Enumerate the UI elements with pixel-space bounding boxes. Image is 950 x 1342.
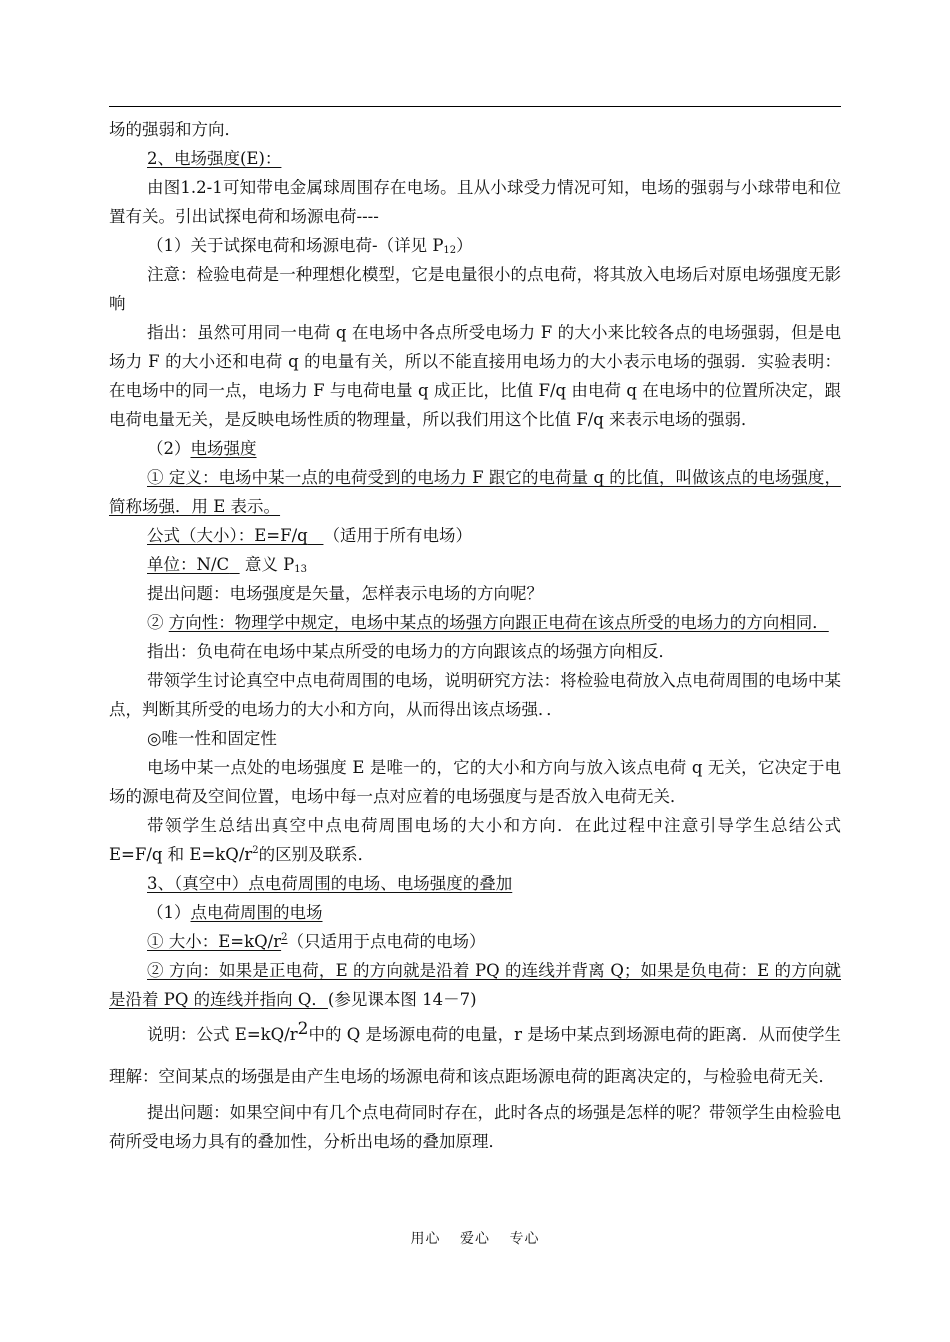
direction-definition: ② 方向性：物理学中规定，电场中某点的场强方向跟正电荷在该点所受的电场力的方向相同． [147, 613, 829, 632]
page-footer [0, 1228, 950, 1248]
paragraph: 由图1.2-1可知带电金属球周围存在电场。且从小球受力情况可知，电场的强弱与小球带电和位置有关。引出试探电荷和场源电荷---- [109, 178, 841, 226]
paragraph-question: 提出问题：电场强度是矢量，怎样表示电场的方向呢？ [147, 584, 543, 603]
subheading-field-strength: （2）电场强度 [147, 439, 257, 458]
paragraph-point-out: 指出：负电荷在电场中某点所受的电场力的方向跟该点的场强方向相反． [147, 642, 675, 661]
section-heading-2: 2、电场强度(E)： [147, 149, 282, 168]
paragraph-question: 提出问题：如果空间中有几个点电荷同时存在，此时各点的场强是怎样的呢？带领学生由检验电荷所受电场力具有的叠加性，分析出电场的叠加原理． [109, 1103, 841, 1151]
section-heading-3: 3、（真空中）点电荷周围的电场、电场强度的叠加 [147, 874, 513, 893]
subheading-uniqueness: ◎唯一性和固定性 [147, 729, 277, 748]
formula-line: 公式（大小）：E=F/q （适用于所有电场） [147, 526, 472, 545]
document-body [109, 115, 841, 1156]
paragraph: 带领学生讨论真空中点电荷周围的电场，说明研究方法：将检验电荷放入点电荷周围的电场中某点，判断其所受的电场力的大小和方向，从而得出该点场强．． [109, 671, 841, 719]
footer-word: 爱心 [460, 1231, 490, 1247]
paragraph-explanation: 说明：公式 $E=kQ/r^2$中的 Q 是场源电荷的电量，r 是场中某点到场源电荷的距离．从而使学生理解：空间某点的场强是由产生电场的场源电荷和该点距场源电荷的距离决定的，与检验电荷无关． [109, 1019, 841, 1086]
footer-word: 用心 [410, 1231, 441, 1247]
paragraph: 带领学生总结出真空中点电荷周围电场的大小和方向．在此过程中注意引导学生总结公式 E=F/q 和 $E=kQ/r^2$的区别及联系． [109, 816, 841, 864]
unit-line: 单位：N/C 意义 $P_{13}$ [147, 555, 307, 575]
subheading-test-charge: （1）关于试探电荷和场源电荷-（详见 $P_{12}$） [147, 236, 473, 256]
header-rule [109, 106, 841, 107]
paragraph: 电场中某一点处的电场强度 E 是唯一的，它的大小和方向与放入该点电荷 q 无关，它决定于电场的源电荷及空间位置，电场中每一点对应着的电场强度与是否放入电荷无关． [109, 758, 841, 806]
direction-line: ② 方向：如果是正电荷，E 的方向就是沿着 PQ 的连线并背离 Q；如果是负电荷：E 的方向就是沿着 PQ 的连线并指向 Q．(参见课本图 14－7) [109, 961, 841, 1009]
subheading-point-charge-field: （1）点电荷周围的电场 [147, 903, 323, 922]
definition: ① 定义：电场中某一点的电荷受到的电场力 F 跟它的电荷量 q 的比值，叫做该点的电场强度，简称场强．用 E 表示。 [109, 468, 841, 516]
magnitude-line: ① 大小：$E=kQ/r^2$（只适用于点电荷的电场） [147, 932, 486, 951]
paragraph: 场的强弱和方向． [109, 120, 241, 139]
paragraph-note: 注意：检验电荷是一种理想化模型，它是电量很小的点电荷，将其放入电场后对原电场强度无影响 [109, 265, 841, 313]
paragraph-point-out: 指出：虽然可用同一电荷 q 在电场中各点所受电场力 F 的大小来比较各点的电场强弱，但是电场力 F 的大小还和电荷 q 的电量有关，所以不能直接用电场力的大小表示电场的强弱．实验表明：在电场中的同一点，电场力 F 与电荷电量 q 成正比，比值 F/q 由电荷 q 在电场中的位置所决定，跟电荷电量无关，是反映电场性质的物理量，所以我们用这个比值 F/q 来表示电场的强弱． [109, 323, 841, 429]
footer-word: 专心 [509, 1231, 540, 1247]
